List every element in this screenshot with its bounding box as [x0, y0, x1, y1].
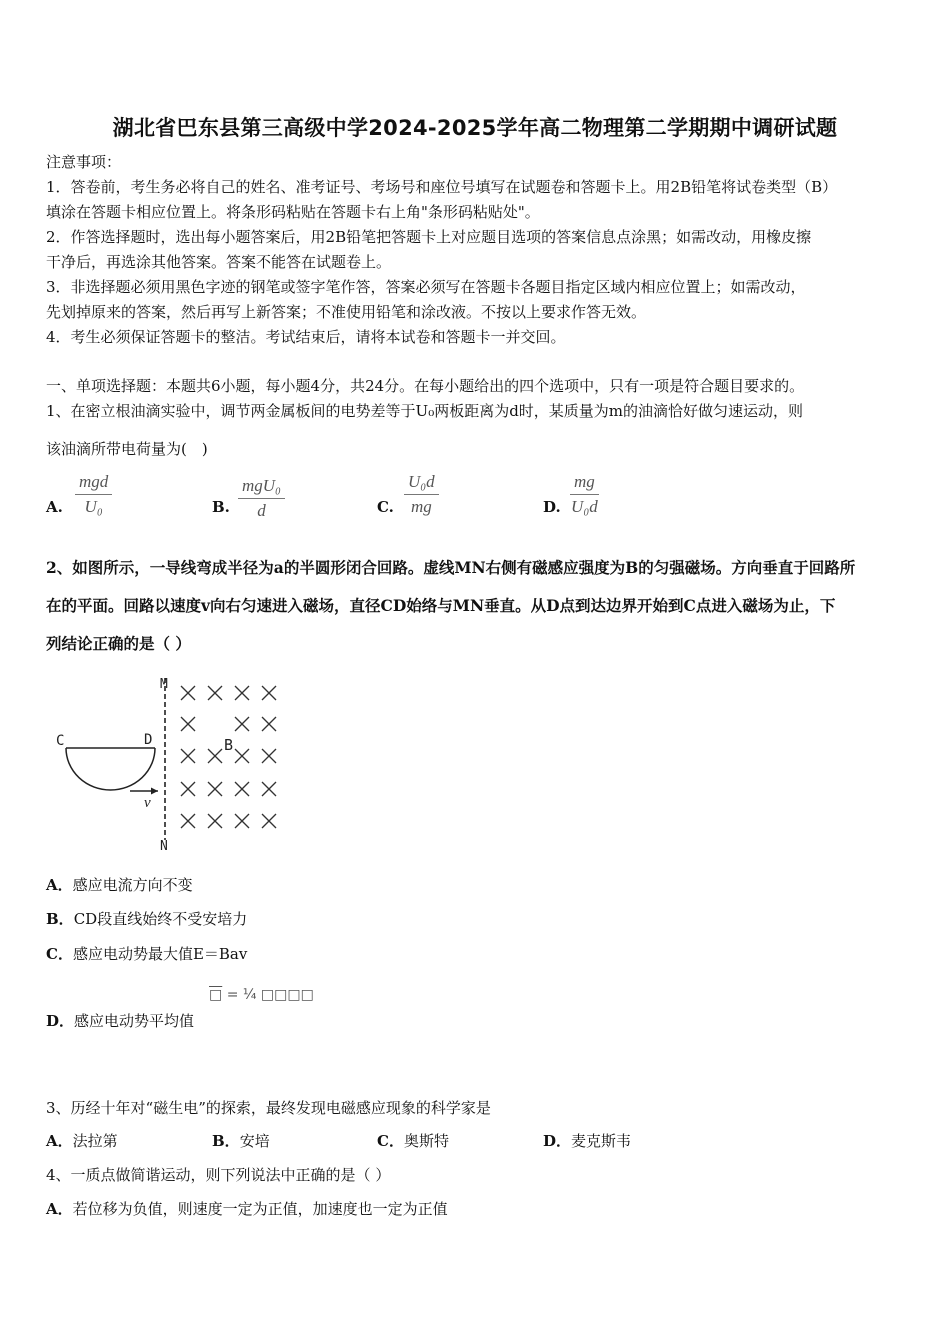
notice-line: 干净后，再选涂其他答案。答案不能答在试题卷上。 [46, 253, 392, 271]
option-text: 法拉第 [72, 1132, 118, 1150]
q2-stem-line3: 列结论正确的是（ ） [46, 634, 191, 653]
q2-stem-line1: 2、如图所示，一导线弯成半径为a的半圆形闭合回路。虚线MN右侧有磁感应强度为B的匀强磁场。方向垂直于回路所 [46, 558, 856, 577]
q2-option-d-formula [209, 987, 314, 1003]
label-c: C [56, 733, 65, 749]
label-m: M [160, 677, 168, 692]
option-text: 麦克斯韦 [571, 1132, 632, 1150]
label-v: v [144, 795, 151, 811]
q3-option-c [377, 1130, 449, 1151]
q1-option-b-fraction [238, 476, 285, 521]
q2-option-a [46, 874, 193, 895]
magnetic-field-crosses [181, 686, 276, 828]
option-label: A． [46, 876, 73, 894]
section-heading: 一、单项选择题：本题共6小题，每小题4分，共24分。在每小题给出的四个选项中，只有一项是符合题目要求的。 [46, 377, 805, 395]
fraction-numerator: mg [570, 472, 599, 495]
notice-heading: 注意事项： [46, 153, 122, 171]
option-text: 感应电动势最大值E＝Bav [72, 945, 248, 963]
option-text: 感应电动势平均值 [74, 1012, 195, 1030]
fraction-denominator: mg [410, 497, 432, 516]
fraction-denominator: U₀ [84, 497, 103, 516]
q1-stem-line2: 该油滴所带电荷量为( ) [46, 440, 208, 458]
option-label: C． [46, 945, 73, 963]
q1-option-c-label: C. [377, 498, 394, 516]
q2-option-b [46, 908, 247, 929]
option-label: A． [46, 1132, 73, 1150]
option-label: C． [377, 1132, 404, 1150]
option-label: D． [543, 1132, 572, 1150]
option-text: CD段直线始终不受安培力 [73, 910, 248, 928]
option-text: 安培 [239, 1132, 270, 1150]
fraction-denominator: U₀d [571, 497, 598, 516]
q4-option-a [46, 1198, 448, 1219]
q1-option-a-fraction [75, 472, 112, 517]
q1-option-d-label: D. [543, 498, 561, 516]
option-text: 若位移为负值，则速度一定为正值，加速度也一定为正值 [72, 1200, 448, 1218]
label-b: B [224, 736, 234, 754]
option-label: A． [46, 1200, 73, 1218]
fraction-denominator: d [257, 501, 266, 520]
q3-stem: 3、历经十年对“磁生电”的探索，最终发现电磁感应现象的科学家是 [46, 1099, 491, 1117]
formula-rest: = ¼ □□□□ [226, 987, 314, 1003]
q3-option-b [212, 1130, 270, 1151]
q3-option-a [46, 1130, 118, 1151]
notice-line: 先划掉原来的答案，然后再写上新答案；不准使用铅笔和涂改液。不按以上要求作答无效。 [46, 303, 647, 321]
fraction-numerator: mgU₀ [238, 476, 285, 499]
semicircle-loop [66, 748, 155, 790]
q2-magnetic-field-figure [50, 668, 300, 858]
option-label: D． [46, 1012, 75, 1030]
option-label: B． [46, 910, 74, 928]
q1-option-a-label: A. [46, 498, 63, 516]
notice-line: 3．非选择题必须用黑色字迹的钢笔或签字笔作答，答案必须写在答题卡各题目指定区域内相应位置上；如需改动， [46, 278, 806, 296]
q1-option-c-fraction [404, 472, 439, 517]
q2-stem-line2: 在的平面。回路以速度v向右匀速进入磁场，直径CD始络与MN垂直。从D点到达边界开始到C点进入磁场为止，下 [46, 596, 836, 615]
option-label: B． [212, 1132, 240, 1150]
notice-line: 填涂在答题卡相应位置上。将条形码粘贴在答题卡右上角"条形码粘贴处"。 [46, 203, 540, 221]
q2-option-c [46, 943, 247, 964]
q1-option-d-fraction [570, 472, 599, 517]
notice-line: 1．答卷前，考生务必将自己的姓名、准考证号、考场号和座位号填写在试题卷和答题卡上。用2B铅笔将试卷类型（B） [46, 178, 838, 196]
q3-option-d [543, 1130, 631, 1151]
notice-line: 2．作答选择题时，选出每小题答案后，用2B铅笔把答题卡上对应题目选项的答案信息点涂黑；如需改动，用橡皮擦 [46, 228, 812, 246]
fraction-numerator: U₀d [404, 472, 439, 495]
q1-stem-line1: 1、在密立根油滴实验中，调节两金属板间的电势差等于U₀两板距离为d时，某质量为m的油滴恰好做匀速运动，则 [46, 402, 804, 420]
option-text: 奥斯特 [403, 1132, 449, 1150]
option-text: 感应电流方向不变 [72, 876, 193, 894]
label-d: D [144, 732, 153, 748]
q1-option-b-label: B. [212, 498, 230, 516]
formula-e-bar: □ [209, 987, 223, 1003]
notice-line: 4．考生必须保证答题卡的整洁。考试结束后，请将本试卷和答题卡一并交回。 [46, 328, 566, 346]
fraction-numerator: mgd [75, 472, 112, 495]
velocity-arrow-head [151, 788, 158, 795]
page-title: 湖北省巴东县第三高级中学2024-2025学年高二物理第二学期期中调研试题 [112, 116, 838, 140]
label-n: N [160, 839, 168, 854]
q2-option-d [46, 1010, 194, 1031]
q4-stem: 4、一质点做简谐运动，则下列说法中正确的是（ ） [46, 1166, 391, 1184]
